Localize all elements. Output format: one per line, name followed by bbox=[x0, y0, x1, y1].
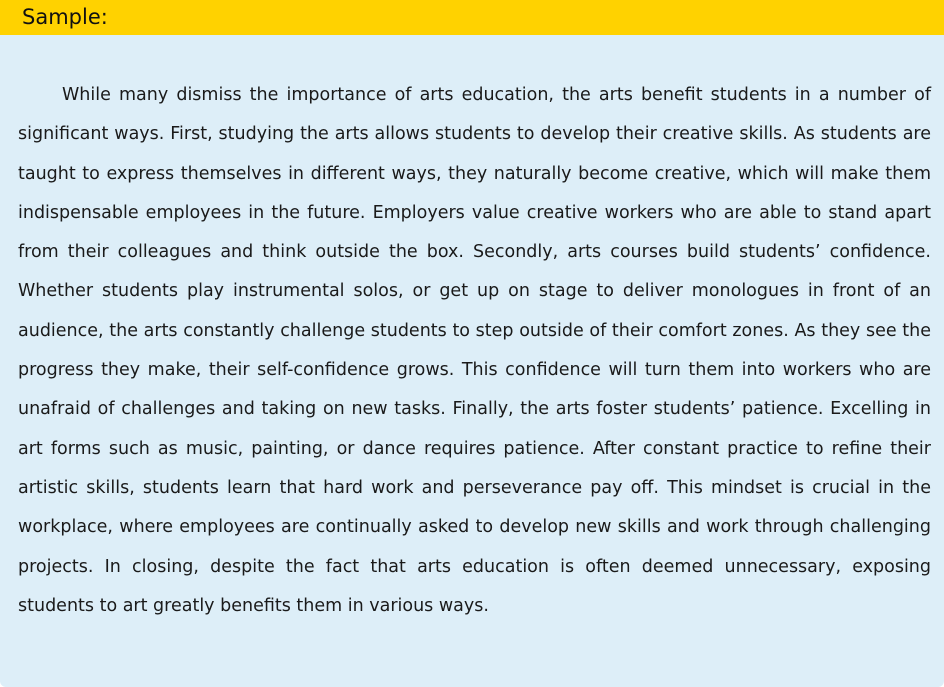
essay-paragraph: While many dismiss the importance of arts education, the arts benefit students in a number of significant ways. First, studying the arts allows students to develop their creative skills. As students are taught to express themselves in different ways, they naturally become creative, which will make them indispensable employees in the future. Employers value creative workers who are able to stand apart from their colleagues and think outside the box. Secondly, arts courses build students’ confidence. Whether students play instrumental solos, or get up on stage to deliver monologues in front of an audience, the arts constantly challenge students to step outside of their comfort zones. As they see the progress they make, their self-confidence grows. This confidence will turn them into workers who are unafraid of challenges and taking on new tasks. Finally, the arts foster students’ patience. Excelling in art forms such as music, painting, or dance requires patience. After constant practice to refine their artistic skills, students learn that hard work and perseverance pay off. This mindset is crucial in the workplace, where employees are continually asked to develop new skills and work through challenging projects. In closing, despite the fact that arts education is often deemed unnecessary, exposing students to art greatly benefits them in various ways. bbox=[18, 85, 931, 616]
sample-heading: Sample: bbox=[22, 5, 108, 29]
header-bar bbox=[0, 0, 944, 35]
